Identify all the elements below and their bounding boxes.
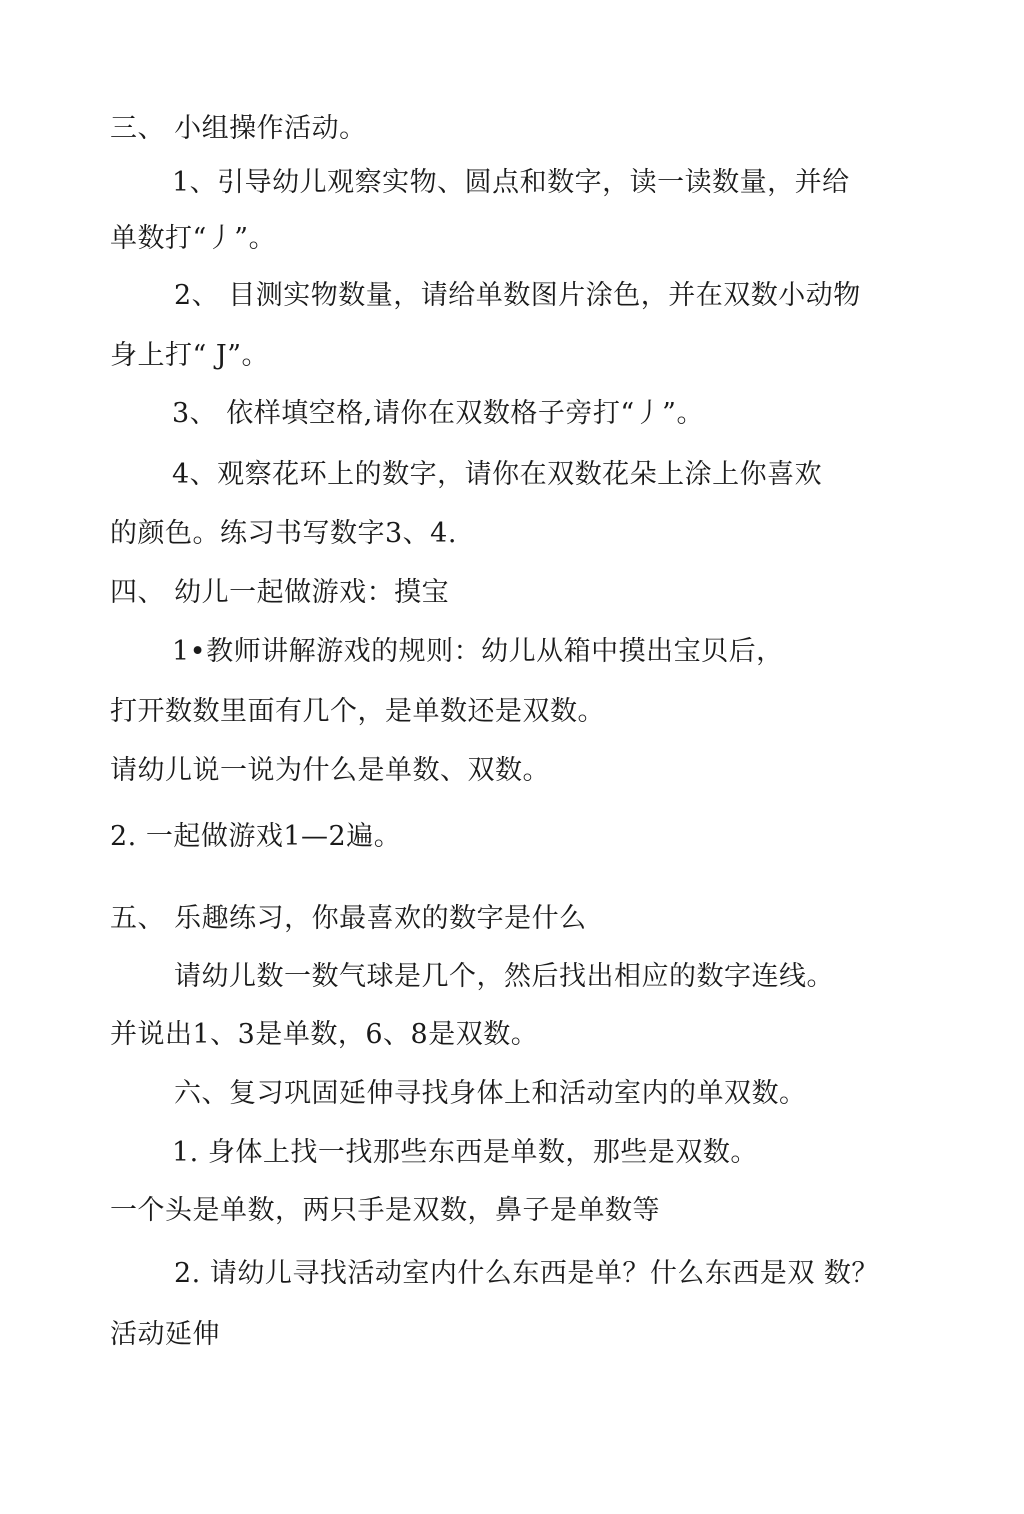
section-heading-six: 六、复习巩固延伸寻找身体上和活动室内的单双数。 [174,1078,807,1109]
paragraph-line: 请幼儿说一说为什么是单数、双数。 [110,755,550,786]
paragraph-line: 2. 请幼儿寻找活动室内什么东西是单？什么东西是双 数？ [174,1258,879,1289]
paragraph-line: 单数打“丿”。 [110,223,277,254]
paragraph-line: 请幼儿数一数气球是几个，然后找出相应的数字连线。 [174,961,834,992]
paragraph-line: 2、 目测实物数量，请给单数图片涂色，并在双数小动物 [174,280,861,311]
section-heading-extension: 活动延伸 [110,1319,220,1350]
paragraph-line: 3、 依样填空格,请你在双数格子旁打“丿”。 [172,398,704,429]
paragraph-line: 的颜色。练习书写数字3、4. [110,518,457,549]
paragraph-line: 身上打“ J”。 [110,340,270,371]
paragraph-line: 1. 身体上找一找那些东西是单数，那些是双数。 [172,1137,758,1168]
paragraph-line: 1、引导幼儿观察实物、圆点和数字，读一读数量，并给 [172,167,850,198]
section-heading-four: 四、 幼儿一起做游戏：摸宝 [110,577,450,608]
paragraph-line: 打开数数里面有几个，是单数还是双数。 [110,696,605,727]
section-heading-five: 五、 乐趣练习，你最喜欢的数字是什么 [110,903,587,934]
paragraph-line: 1•教师讲解游戏的规则：幼儿从箱中摸出宝贝后， [172,636,784,667]
section-heading-three: 三、 小组操作活动。 [110,113,367,144]
paragraph-line: 2. 一起做游戏1—2遍。 [110,821,402,852]
paragraph-line: 一个头是单数，两只手是双数，鼻子是单数等 [110,1195,660,1226]
paragraph-line: 4、观察花环上的数字，请你在双数花朵上涂上你喜欢 [172,459,823,490]
paragraph-line: 并说出1、3是单数，6、8是双数。 [110,1019,539,1050]
